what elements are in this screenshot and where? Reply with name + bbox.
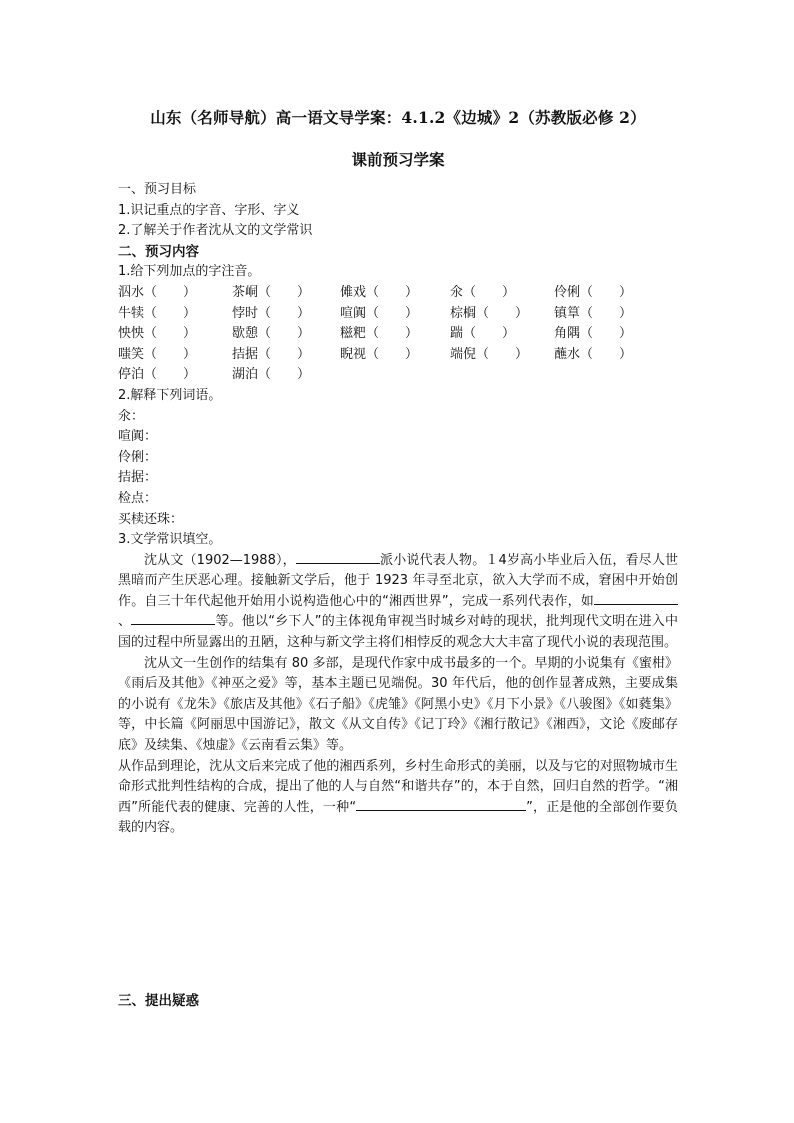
question-2: 2.解释下列词语。 <box>118 387 222 403</box>
paragraph-2: 沈从文一生创作的结集有 80 多部，是现代作家中成书最多的一个。早期的小说集有《蜜柑》《雨后及其他》《神巫之爱》等，基本主题已见端倪。30 年代后，他的创作显著成熟，主要成集的小说有《龙朱》《旅店及其他》《石子船》《虎雏》《阿黑小史》《月下小景》《八骏图》《如蕤集》等，中长篇《阿丽思中国游记》，散文《从文自传》《记丁玲》《湘行散记》《湘西》，文论《废邮存底》及续集、《烛虚》《云南看云集》等。 <box>118 655 678 754</box>
pinyin-item: 悖时（ ） <box>232 305 311 321</box>
pinyin-item: 端倪（ ） <box>450 346 529 362</box>
pinyin-item: 湖泊（ ） <box>232 367 311 383</box>
paragraph-1-part-a: 沈从文（1902—1988）， <box>144 552 296 568</box>
term-item: 伶俐： <box>118 449 158 465</box>
document-subtitle: 课前预习学案 <box>351 150 445 169</box>
pinyin-row <box>118 283 678 304</box>
section2-heading: 二、预习内容 <box>118 243 199 260</box>
section3-heading: 三、提出疑惑 <box>118 993 199 1009</box>
fill-blank[interactable] <box>296 551 380 564</box>
pinyin-item: 歇憩（ ） <box>232 326 311 342</box>
paragraph-1 <box>118 551 678 654</box>
pinyin-row <box>118 324 678 345</box>
pinyin-row <box>118 365 678 386</box>
pinyin-item: 傩戏（ ） <box>340 284 419 300</box>
pinyin-item: 伶俐（ ） <box>554 284 633 300</box>
pinyin-item: 睨视（ ） <box>340 346 419 362</box>
paragraph-3 <box>118 757 678 839</box>
pinyin-item: 停泊（ ） <box>118 367 197 383</box>
objective-item: 2.了解关于作者沈从文的文学常识 <box>118 223 313 239</box>
paragraph-1-part-b: 派小说代表人物。１4岁高小毕业后入伍，看尽人世黑暗而产生厌恶心理。接触新文学后，他于 1923 年寻至北京，欲入大学而不成，窘困中开始创作。自三十年代起他开始用小说构造他心中的“湘西世界”，完成一系列代表作，如 <box>118 552 678 609</box>
pinyin-item: 拮据（ ） <box>232 346 311 362</box>
term-item: 买椟还珠： <box>118 511 184 527</box>
question-1: 1.给下列加点的字注音。 <box>118 264 261 280</box>
pinyin-item: 镇筸（ ） <box>554 305 633 321</box>
pinyin-item: 泅水（ ） <box>118 284 197 300</box>
paragraph-3-part-b: ”，正是他的全部创作要负载的内容。 <box>118 799 678 836</box>
paragraph-3-part-a: 从作品到理论，沈从文后来完成了他的湘西系列，乡村生命形式的美丽，以及与它的对照物城市生命形式批判性结构的合成，提出了他的人与自然“和谐共存”的，本于自然，回归自然的哲学。“湘西”所能代表的健康、完善的人性，一种“ <box>118 758 678 815</box>
pinyin-item: 蘸水（ ） <box>554 346 633 362</box>
pinyin-item: 嗤笑（ ） <box>118 346 197 362</box>
pinyin-item: 怏怏（ ） <box>118 326 197 342</box>
objective-item: 1.识记重点的字音、字形、字义 <box>118 202 300 218</box>
term-item: 拮据： <box>118 470 158 486</box>
paragraph-1-part-c: 、 <box>118 614 132 630</box>
pinyin-item: 氽（ ） <box>450 284 516 300</box>
pinyin-item: 茶峒（ ） <box>232 284 311 300</box>
document-title: 山东（名师导航）高一语文导学案：4.1.2《边城》2（苏教版必修 2） <box>150 108 646 127</box>
term-item: 氽： <box>118 408 145 424</box>
question-3: 3.文学常识填空。 <box>118 532 222 548</box>
paragraph-1-part-d: 等。他以“乡下人”的主体视角审视当时城乡对峙的现状，批判现代文明在进入中国的过程中所显露出的丑陋，这种与新文学主将们相悖反的观念大大丰富了现代小说的表现范围。 <box>118 614 678 651</box>
section1-heading: 一、预习目标 <box>118 182 197 197</box>
pinyin-item: 糍粑（ ） <box>340 326 419 342</box>
fill-blank[interactable] <box>356 798 526 811</box>
pinyin-row <box>118 304 678 325</box>
pinyin-row <box>118 345 678 366</box>
fill-blank[interactable] <box>594 592 678 605</box>
fill-blank[interactable] <box>131 612 215 625</box>
term-item: 喧阗： <box>118 429 158 445</box>
pinyin-item: 踹（ ） <box>450 326 516 342</box>
pinyin-item: 棕榈（ ） <box>450 305 529 321</box>
pinyin-item: 牛犊（ ） <box>118 305 197 321</box>
term-item: 检点： <box>118 490 158 506</box>
pinyin-item: 角隅（ ） <box>554 326 633 342</box>
document-body <box>118 180 678 839</box>
pinyin-item: 喧阗（ ） <box>340 305 419 321</box>
